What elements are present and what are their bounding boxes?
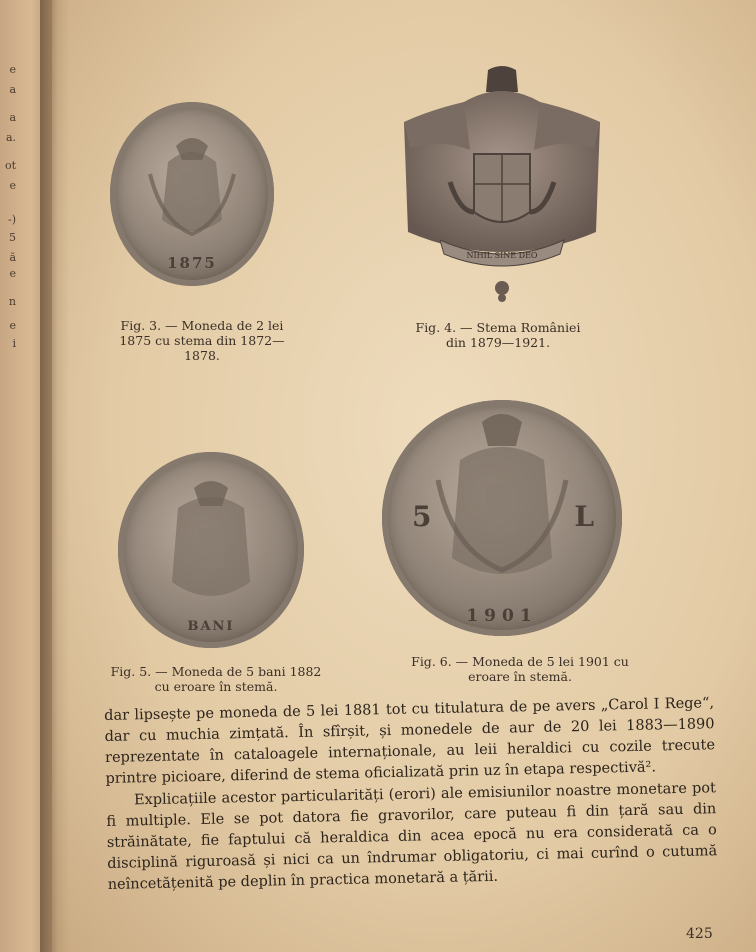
margin-fragment: ot: [4, 159, 16, 172]
margin-fragment: -): [7, 213, 16, 226]
margin-fragment: e: [9, 267, 16, 280]
coin-side-right: L: [574, 500, 594, 533]
book-gutter-shadow: [40, 0, 70, 952]
coin-legend-year: 1901: [466, 606, 538, 626]
margin-fragment: 5: [9, 231, 16, 244]
margin-fragment: a: [9, 83, 16, 96]
margin-fragment: e: [9, 63, 16, 76]
body-text: [104, 693, 718, 896]
coin-side-left: 5: [412, 500, 432, 533]
page-number: 425: [686, 926, 713, 942]
coat-of-arms-of-romania: [400, 62, 604, 308]
caption-fig-4: Fig. 4. — Stema României din 1879—1921.: [415, 320, 581, 350]
figure-6: [382, 400, 622, 636]
coin-legend-year: 1875: [167, 254, 217, 272]
margin-fragment: a: [9, 111, 16, 124]
margin-fragment: a.: [5, 131, 16, 144]
margin-fragment: i: [12, 337, 16, 350]
coin-5-bani-1882: [118, 452, 304, 648]
margin-fragment: n: [8, 295, 16, 308]
motto-text: NIHIL SINE DEO: [466, 251, 538, 260]
caption-fig-6: Fig. 6. — Moneda de 5 lei 1901 cu eroare în stemă.: [411, 654, 629, 684]
figure-5: [118, 452, 304, 648]
caption-fig-3: Fig. 3. — Moneda de 2 lei 1875 cu stema din 1872—1878.: [119, 318, 285, 363]
figure-4: [400, 62, 604, 312]
paragraph-1: dar lipsește pe moneda de 5 lei 1881 tot cu titulatura de pe avers „Carol I Rege“, dar cu muchia zimțată. În sfîrșit, și monedele de aur de 20 lei 1883—1890 reprezentate în cataloagele internaționale, au leii heraldici cu cozile trecute printre picioare, diferind de stema oficializată prin uz în etapa respectivă².: [104, 695, 716, 787]
coin-legend-bani: BANI: [187, 619, 235, 634]
figure-3: [110, 102, 274, 286]
caption-fig-5: Fig. 5. — Moneda de 5 bani 1882 cu eroare în stemă.: [110, 664, 322, 694]
coin-2-lei-1875: [110, 102, 274, 286]
coin-5-lei-1901: [382, 400, 622, 636]
margin-fragment: ă: [9, 251, 16, 264]
margin-fragment: e: [9, 319, 16, 332]
margin-fragment: e: [9, 179, 16, 192]
paragraph-2: Explicațiile acestor particularități (erori) ale emisiunilor noastre monetare pot fi multiple. Ele se pot datora fie gravorilor, care puteau fi din țară sau din străinătate, fie faptului că heraldica din acea epocă nu era considerată ca o disciplină riguroasă și nici ca un îndrumar obligatoriu, ci mai curînd o cutumă neîncetățenită pe deplin în practica monetară a țării.: [106, 780, 718, 893]
